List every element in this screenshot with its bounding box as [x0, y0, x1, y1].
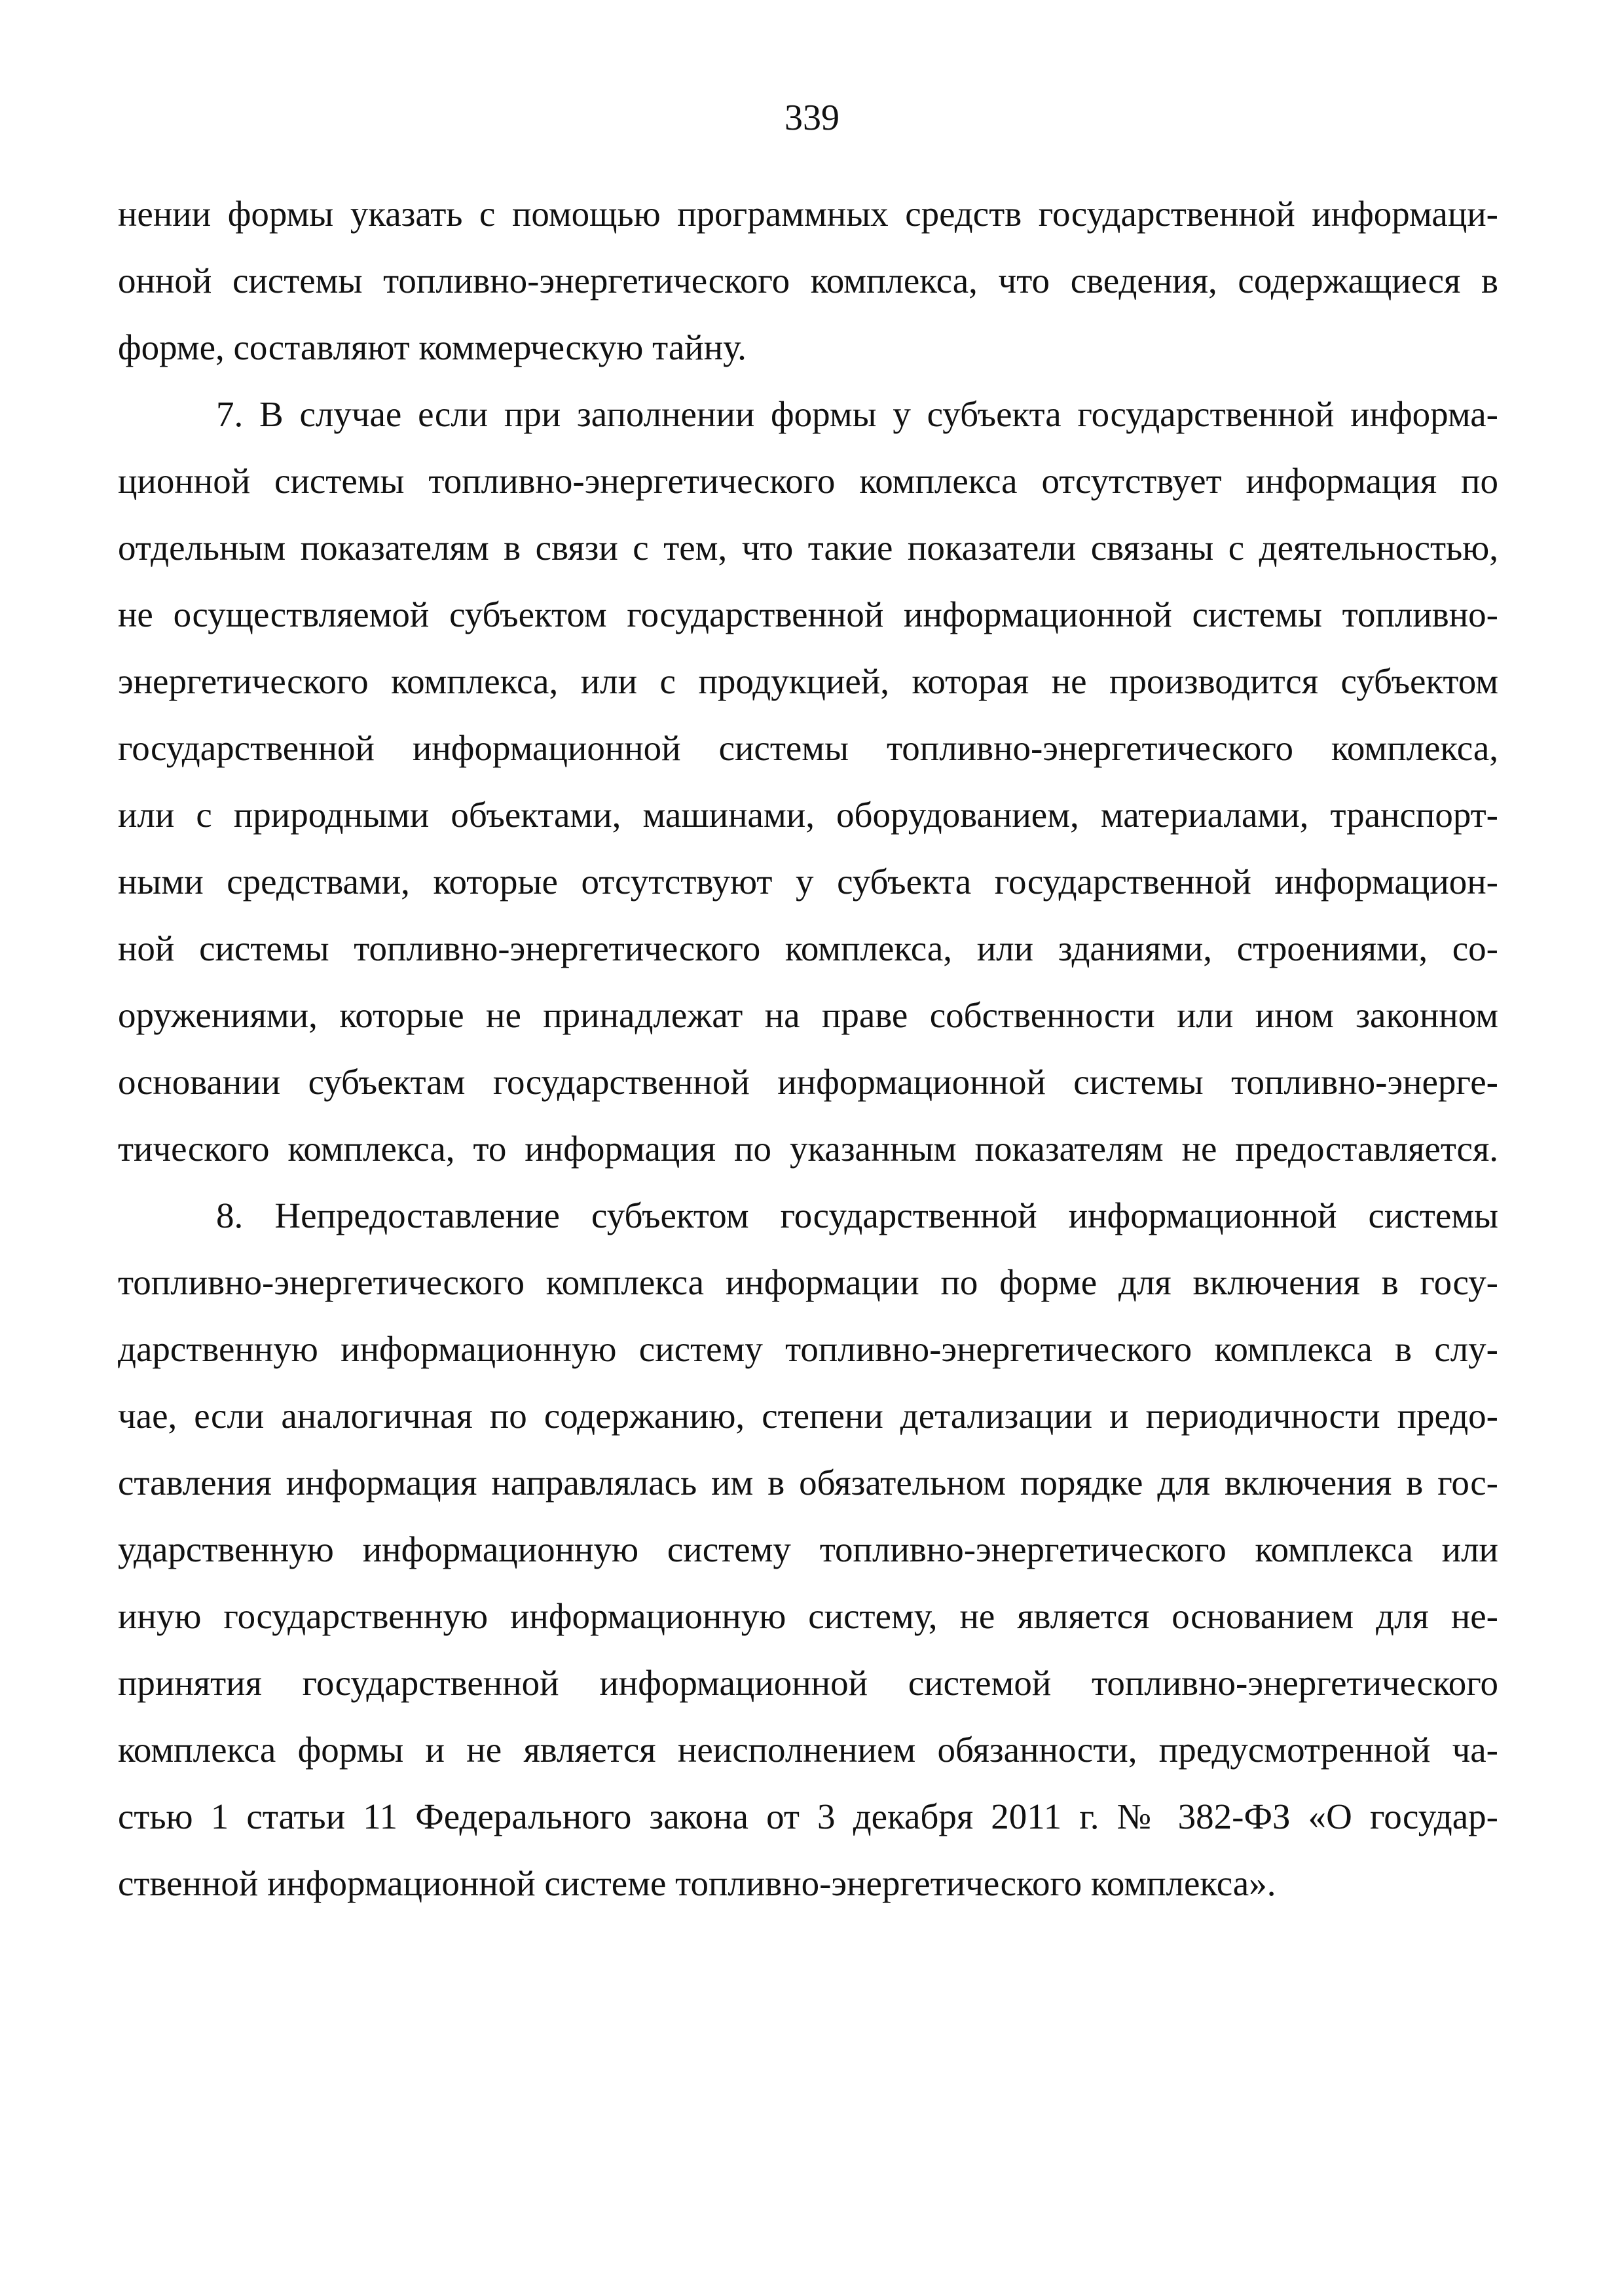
text-line: 7. В случае если при заполнении формы у субъекта государственной информа- [216, 394, 1498, 434]
text-line: тического комплекса, то информация по указанным показателям не предоставляется. [118, 1129, 1498, 1169]
text-line: стью 1 статьи 11 Федерального закона от 3 декабря 2011 г. № 382-ФЗ «О государ- [118, 1796, 1498, 1836]
text-line: основании субъектам государственной информационной системы топливно-энерге- [118, 1062, 1498, 1102]
document-body [118, 181, 1498, 1917]
text-line: ными средствами, которые отсутствуют у субъекта государственной информацион- [118, 862, 1498, 902]
text-line: оружениями, которые не принадлежат на праве собственности или ином законном [118, 995, 1498, 1035]
text-line: топливно-энергетического комплекса информации по форме для включения в госу- [118, 1262, 1498, 1302]
text-line: ставления информация направлялась им в обязательном порядке для включения в гос- [118, 1463, 1498, 1503]
text-line: чае, если аналогичная по содержанию, степени детализации и периодичности предо- [118, 1396, 1498, 1436]
text-line: 8. Непредоставление субъектом государственной информационной системы [216, 1195, 1498, 1235]
text-line: ной системы топливно-энергетического комплекса, или зданиями, строениями, со- [118, 928, 1498, 968]
page-number: 339 [784, 98, 840, 138]
text-line: онной системы топливно-энергетического комплекса, что сведения, содержащиеся в [118, 261, 1498, 301]
paragraph-continuation [118, 181, 1498, 381]
text-line: принятия государственной информационной системой топливно-энергетического [118, 1663, 1498, 1703]
paragraph-item-7 [118, 381, 1498, 1182]
text-line: ударственную информационную систему топливно-энергетического комплекса или [118, 1529, 1498, 1569]
text-line: ственной информационной системе топливно-энергетического комплекса». [118, 1863, 1276, 1903]
text-line: ционной системы топливно-энергетического комплекса отсутствует информация по [118, 461, 1498, 501]
text-line: нении формы указать с помощью программных средств государственной информаци- [118, 194, 1498, 234]
text-line: отдельным показателям в связи с тем, что такие показатели связаны с деятельностью, [118, 528, 1498, 568]
text-line: комплекса формы и не является неисполнением обязанности, предусмотренной ча- [118, 1730, 1498, 1770]
text-line: энергетического комплекса, или с продукцией, которая не производится субъектом [118, 661, 1498, 701]
text-line: или с природными объектами, машинами, оборудованием, материалами, транспорт- [118, 795, 1498, 835]
paragraph-item-8 [118, 1182, 1498, 1917]
text-line: дарственную информационную систему топливно-энергетического комплекса в слу- [118, 1329, 1498, 1369]
text-line: иную государственную информационную систему, не является основанием для не- [118, 1596, 1498, 1636]
text-line: государственной информационной системы топливно-энергетического комплекса, [118, 728, 1498, 768]
text-line: не осуществляемой субъектом государственной информационной системы топливно- [118, 594, 1498, 634]
text-line: форме, составляют коммерческую тайну. [118, 327, 747, 367]
